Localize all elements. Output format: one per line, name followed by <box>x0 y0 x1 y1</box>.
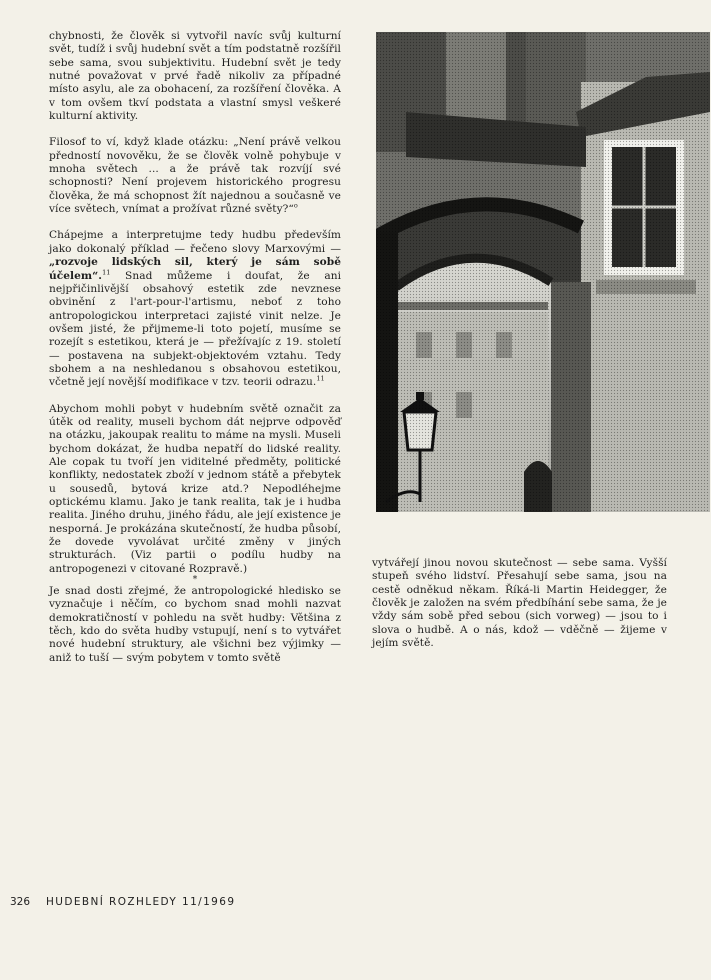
paragraph-2-text: Filosof to ví, když klade otázku: „Není právě velkou předností novověku, že se člověk volně pohybuje v mnoha světech ... a že právě tak rozvíjí své schopnosti? Není projevem historického progresu člověka, že má schopnost žít najednou a současně ve více světech, vnímat a prožívat různé světy?“ <box>49 136 341 216</box>
footnote-mark: 11 <box>102 267 111 276</box>
paragraph-3-text-b: Snad můžeme i doufat, že ani nejpřičinlivější obsahový estetik zde nevznese obvinění z l'art-pour-l'artismu, neboť z toho antropologickou interpretaci zajisté vinit nelze. Je ovšem jisté, že přijmeme-li toto pojetí, musíme se rozejít s estetikou, která je — přežívajíc z 19. století — postavena na subjekt-objektovém vztahu. Tedy sbohem a na neshledanou s obsahovou estetikou, včetně její novější modifikace v tzv. teorii odrazu. <box>49 269 342 389</box>
paragraph-5: Je snad dosti zřejmé, že antropologické hledisko se vyznačuje i něčím, co bychom snad mohli nazvat demokratičností v pohledu na svět hudby: Většina z těch, kdo do světa hudby vstupují, není s to vytvářet nové hudební struktury, ale všichni bez výjimky — aniž to tuší — svým pobytem v tomto světě <box>49 585 341 664</box>
right-text-column <box>372 557 667 650</box>
paragraph-2 <box>49 136 341 216</box>
paragraph-continuation: vytvářejí jinou novou skutečnost — sebe sama. Vyšší stupeň svého lidství. Přesahují sebe sama, jsou na cestě odněkud někam. Říká-li Martin Heidegger, že člověk je založen na svém předbíhání sebe sama, že je vždy sám sobě před sebou (sich vorweg) — jsou to i slova o hudbě. A o nás, kdož — vděčně — žijeme v jejím světě. <box>372 557 667 650</box>
marx-quote: „rozvoje lidských sil, který je sám sobě účelem“. <box>49 256 341 282</box>
footnote-mark: 11 <box>316 374 325 383</box>
page-number: 326 <box>10 896 31 908</box>
journal-name: HUDEBNÍ ROZHLEDY 11/1969 <box>46 896 236 908</box>
page-footer <box>10 896 235 908</box>
section-separator: * <box>192 575 198 586</box>
paragraph-1: chybnosti, že člověk si vytvořil navíc svůj kulturní svět, tudíž i svůj hudební svět a tím podstatně rozšířil sebe sama, svou subjektivitu. Hudební svět je tedy nutné považovat v prvé řadě nikoliv za případné místo asylu, ale za obohacení, za rozšíření člověka. A v tom ovšem tkví podstata a vlastní smysl veškeré kulturní aktivity. <box>49 30 341 123</box>
left-text-column <box>49 30 341 665</box>
paragraph-3 <box>49 229 341 389</box>
footnote-mark: o <box>293 201 298 210</box>
paragraph-4: Abychom mohli pobyt v hudebním světě označit za útěk od reality, museli bychom dát nejprve odpověď na otázku, jakoupak realitu to máme na mysli. Museli bychom dokázat, že hudba nepatří do lidské reality. Ale copak tu tvoří jen viditelné předměty, politické konflikty, nedostatek zboží v jednom státě a přebytek u sousedů, bytová krize atd.? Nepodléhejme optickému klamu. Jako je tank realita, tak je i hudba realita. Jiného druhu, jiného řádu, ale její existence je nesporná. Je prokázána skutečností, že hudba působí, že dovede vyvolávat určité změny v jiných strukturách. (Viz partii o podílu hudby na antropogenezi v citované Rozpravě.) <box>49 402 341 575</box>
archway-photo <box>376 32 710 512</box>
paragraph-3-text-a: Chápejme a interpretujme tedy hudbu především jako dokonalý příklad — řečeno slovy Marxovými — <box>49 229 341 255</box>
